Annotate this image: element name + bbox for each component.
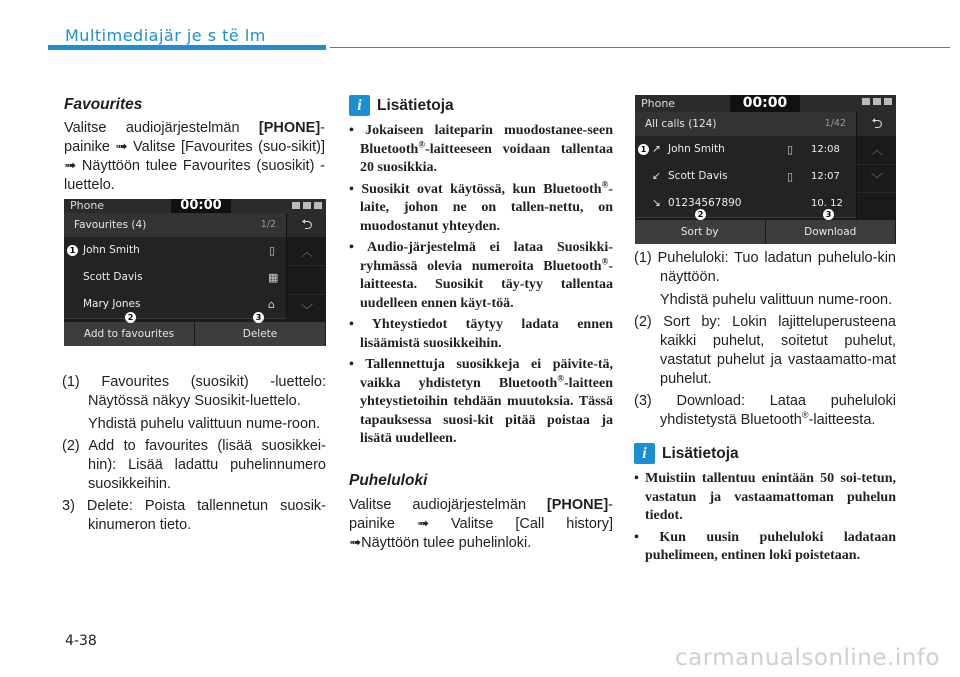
info-heading: i Lisätietoja [634,443,896,464]
callout-3: 3 [823,209,834,220]
info-icon: i [349,95,370,116]
download-button[interactable]: Download [766,220,897,244]
header-rule-accent [48,45,326,50]
scroll-up-icon[interactable]: ︿ [287,237,326,266]
call-history-heading: Puheluloki [349,471,428,489]
incoming-call-icon: ↙ [652,170,661,182]
call-list-title: All calls (124) 1/42 [635,112,856,136]
scroll-bar[interactable] [856,136,896,220]
info-bullet: • Yhteystiedot täytyy ladata ennen lisäämistä suosikkeihin. [349,317,613,351]
home-icon: ⌂ [268,298,275,311]
legend-item: (3) Download: Lataa puheluloki yhdistetystä Bluetooth®-laitteesta. [634,393,897,428]
chapter-title: Multimediajär je s tё lm [65,26,266,45]
favourites-screen [64,199,326,346]
outgoing-call-icon: ↗ [652,143,661,155]
mobile-icon: ▯ [787,143,794,156]
info-bullets [349,122,613,449]
legend-item: 3) Delete: Poista tallennetun suosik-kinumeron tieto. [62,498,326,533]
status-icons [292,202,322,209]
callout-2: 2 [695,209,706,220]
favourite-row[interactable]: 1 John Smith ▯ [64,237,286,265]
callout-3: 3 [253,312,264,323]
middle-column [349,95,613,553]
info-bullet: • Suosikit ovat käytössä, kun Bluetooth®-laite, johon ne on tallen-nettu, on muodostanut yhteyden. [349,178,614,234]
status-icons [862,98,892,105]
scroll-up-icon[interactable]: ︿ [857,136,896,165]
legend-item: (1) Puheluloki: Tuo ladatun puhelulo-kin näyttöön. Yhdistä puhelu valittuun nume-roon. [634,250,896,308]
favourites-list-title: Favourites (4) 1/2 [64,213,286,237]
left-column [64,95,325,195]
screen-clock: 00:00 [730,95,800,112]
delete-button[interactable]: Delete [195,322,326,346]
info-bullet: • Jokaiseen laiteparin muodostanee-seen Bluetooth®-laitteeseen voidaan tallentaa 20 suosikkia. [349,123,613,175]
favourites-intro: Valitse audiojärjestelmän [PHONE]-painike ➟ Valitse [Favourites (suo-sikit)] ➟ Näyttöön tulee Favourites (suosikit) -luettelo. [64,120,325,193]
call-history-legend [634,249,896,566]
info-bullet: • Tallennettuja suosikkeja ei päivite-tä, vaikka yhdistetyn Bluetooth®-laitteen yhteystietoihin tehdään muutoksia. Tässä tapauksessa suosi-kit pitää poistaa ja lisätä uudelleen. [349,357,613,446]
favourite-row[interactable]: Mary Jones ⌂ [64,291,286,319]
scroll-bar[interactable] [286,237,326,322]
legend-item: (2) Add to favourites (lisää suosikkei-hin): Lisää ladattu puhelinnumero suosikkeihin. [62,438,326,492]
favourite-row[interactable]: Scott Davis ▦ [64,264,286,292]
sort-by-button[interactable]: Sort by [635,220,766,244]
info-icon: i [634,443,655,464]
back-icon[interactable]: ⮌ [856,112,896,136]
info-bullets [634,470,896,566]
call-row[interactable]: 1 ↗ John Smith ▯ 12:08 [635,136,856,164]
info-bullet: • Muistiin tallentuu enintään 50 soi-tetun, vastatun ja vastaamattoman puhelun tiedot. [634,471,896,523]
page-number: 4-38 [65,633,97,649]
header-rule [330,47,950,48]
legend-item: (1) Favourites (suosikit) -luettelo: Näytössä näkyy Suosikit-luettelo. Yhdistä puhelu valittuun nume-roon. [62,374,327,432]
office-icon: ▦ [268,271,279,284]
legend-item: (2) Sort by: Lokin lajitteluperusteena kaikki puhelut, soitetut puhelut, vastatut puhelut ja vastaamatto-mat puhelut. [634,314,896,387]
page-indicator: 1/2 [260,219,276,230]
info-bullet: • Audio-järjestelmä ei lataa Suosikki-ryhmässä olevia numeroita Bluetooth®-laitteesta. Suosikit täy-tyy tallentaa uudelleen ennen käyt-töä. [349,240,613,311]
favourites-heading: Favourites [64,96,143,113]
call-row[interactable]: ↙ Scott Davis ▯ 12:07 [635,163,856,191]
scroll-down-icon[interactable]: ﹀ [287,295,326,324]
watermark: carmanualsonline.info [674,645,940,671]
back-icon[interactable]: ⮌ [286,213,326,237]
call-history-intro: Valitse audiojärjestelmän [PHONE]-painike ➟ Valitse [Call history] ➟Näyttöön tulee puhelinloki. [349,496,613,551]
missed-call-icon: ↘ [652,197,661,209]
mobile-icon: ▯ [787,170,794,183]
screen-clock: 00:00 [171,199,231,213]
call-history-screen [635,95,896,244]
info-bullet: • Kun uusin puheluloki ladataan puhelimeen, entinen loki poistetaan. [634,529,896,563]
info-heading: i Lisätietoja [349,95,613,116]
favourites-legend [62,373,326,535]
screen-phone-label: Phone [641,97,676,110]
page-indicator: 1/42 [824,118,846,129]
scroll-down-icon[interactable]: ﹀ [857,165,896,194]
mobile-icon: ▯ [269,244,276,257]
callout-2: 2 [125,312,136,323]
screen-phone-label: Phone [70,199,105,212]
add-to-favourites-button[interactable]: Add to favourites [64,322,195,346]
call-row[interactable]: ↘ 01234567890 10. 12 [635,190,856,218]
